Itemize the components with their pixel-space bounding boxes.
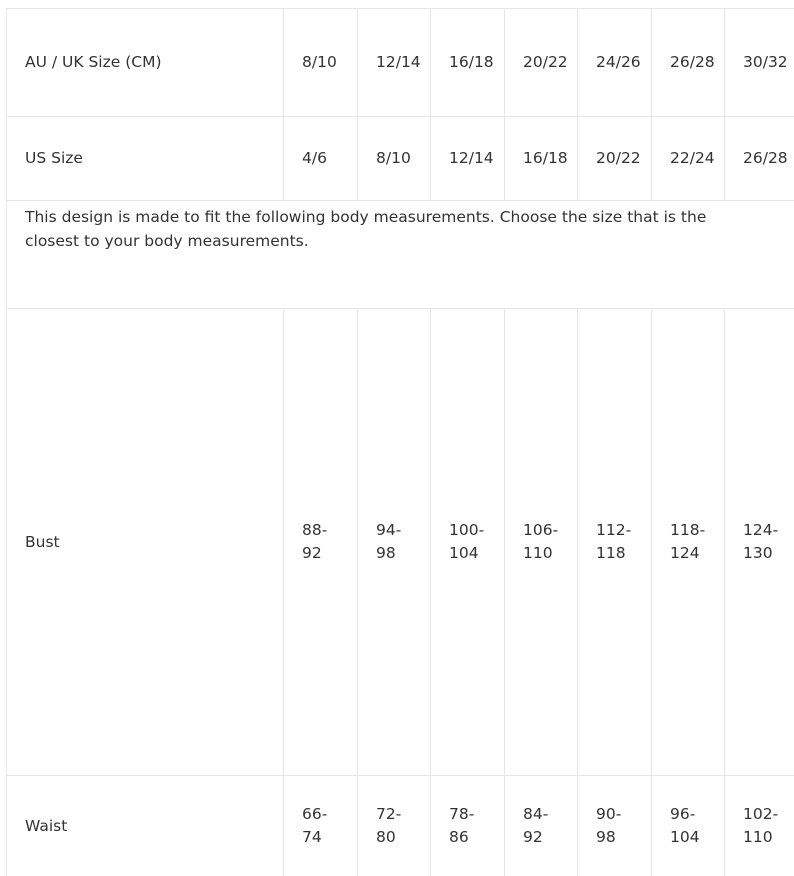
au-uk-size-cell: 8/10 — [284, 9, 358, 116]
bust-cell: 112- 118 — [578, 309, 652, 775]
us-size-cell: 22/24 — [652, 117, 725, 200]
bust-cell: 100- 104 — [431, 309, 505, 775]
bust-cell: 124- 130 — [743, 521, 779, 562]
bust-cell: 94- 98 — [358, 309, 431, 775]
us-size-row — [7, 117, 794, 201]
bust-label: Bust — [7, 309, 284, 775]
au-uk-size-row — [7, 9, 794, 117]
waist-cell: 78- 86 — [431, 776, 505, 876]
bust-cell: 88- 92 — [284, 309, 358, 775]
bust-cell: 118- 124 — [652, 309, 725, 775]
waist-cell: 90- 98 — [578, 776, 652, 876]
us-size-cell: 4/6 — [284, 117, 358, 200]
au-uk-size-cell: 30/32 — [743, 53, 788, 71]
us-size-label: US Size — [7, 117, 284, 200]
bust-cell: 106- 110 — [505, 309, 578, 775]
us-size-cell: 16/18 — [505, 117, 578, 200]
measurement-note-row — [7, 201, 794, 309]
waist-row — [7, 776, 794, 876]
us-size-cell: 8/10 — [358, 117, 431, 200]
au-uk-size-cell: 26/28 — [652, 9, 725, 116]
bust-row — [7, 309, 794, 776]
size-chart-table — [6, 8, 794, 876]
waist-cell: 72- 80 — [358, 776, 431, 876]
au-uk-size-cell: 12/14 — [358, 9, 431, 116]
waist-cell: 102- 110 — [743, 805, 779, 846]
waist-cell: 96- 104 — [652, 776, 725, 876]
waist-cell: 84- 92 — [505, 776, 578, 876]
measurement-note: This design is made to fit the following body measurements. Choose the size that is the closest to your body measurements. — [25, 208, 707, 250]
au-uk-size-cell: 20/22 — [505, 9, 578, 116]
us-size-cell: 26/28 — [743, 149, 788, 167]
us-size-cell: 12/14 — [431, 117, 505, 200]
au-uk-size-label: AU / UK Size (CM) — [7, 9, 284, 116]
waist-cell: 66- 74 — [284, 776, 358, 876]
au-uk-size-cell: 16/18 — [431, 9, 505, 116]
waist-label: Waist — [7, 776, 284, 876]
au-uk-size-cell: 24/26 — [578, 9, 652, 116]
us-size-cell: 20/22 — [578, 117, 652, 200]
